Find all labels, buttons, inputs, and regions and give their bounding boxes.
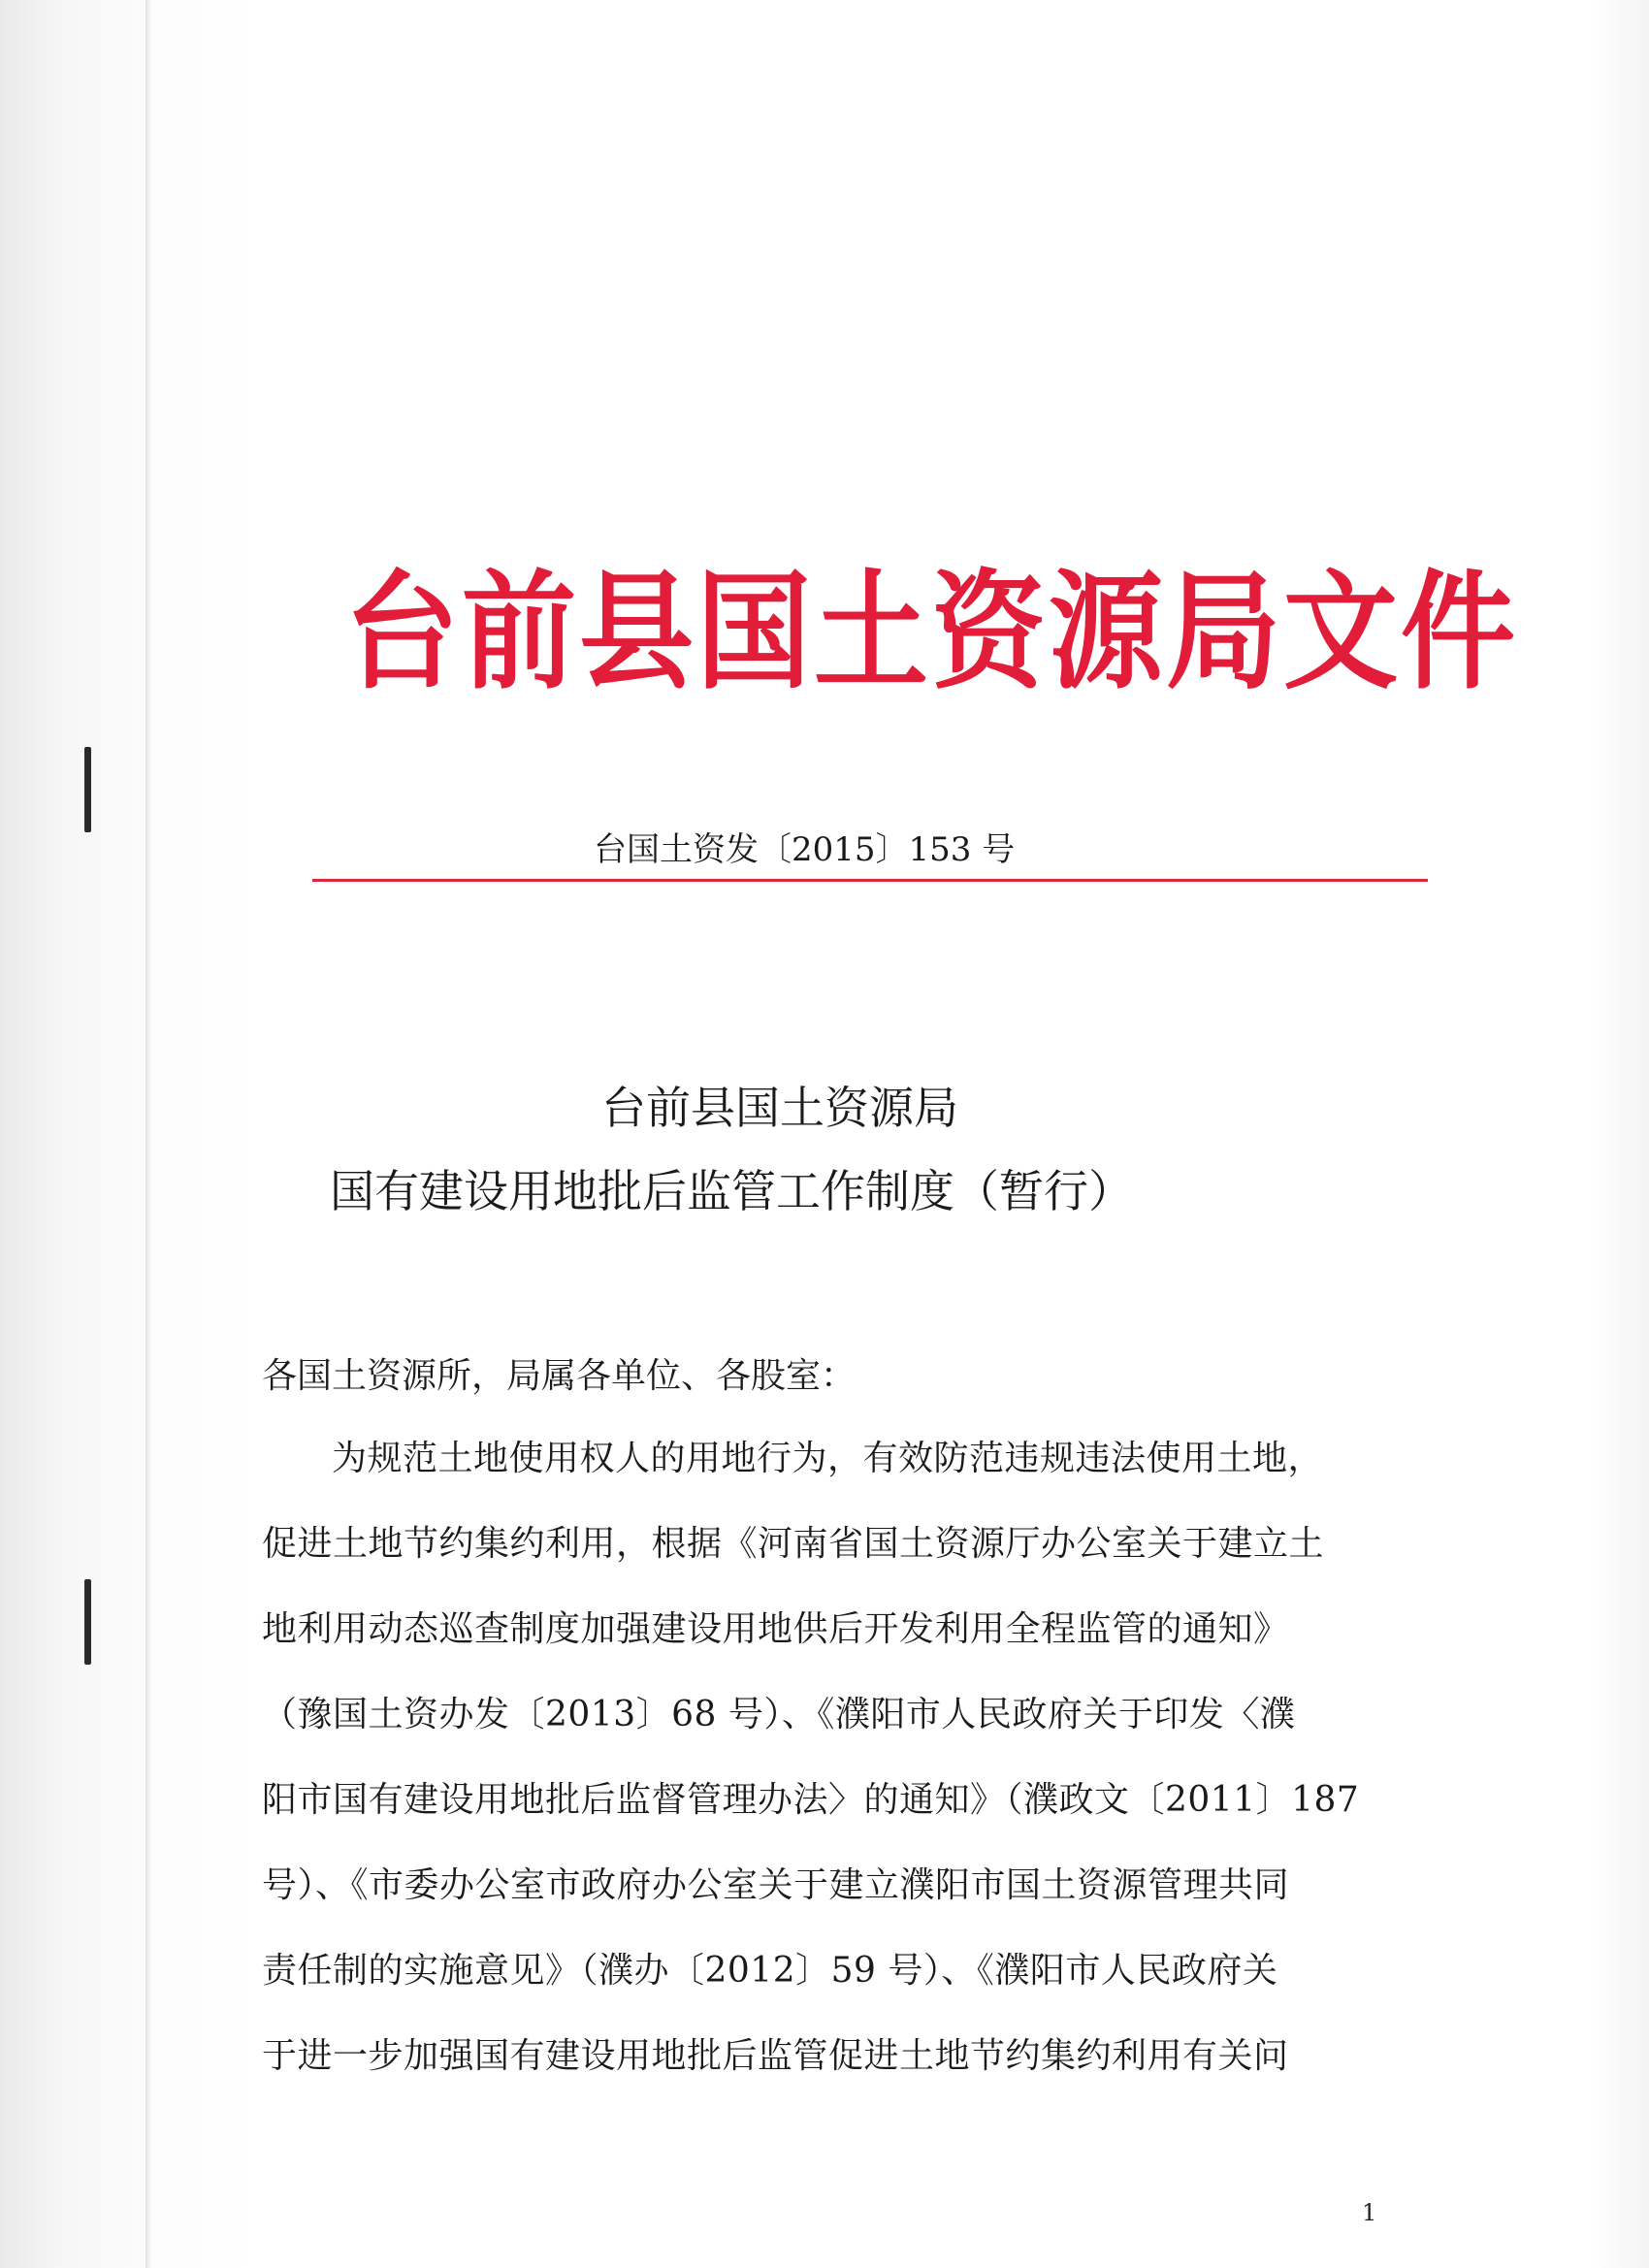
page-number: 1 [1362, 2199, 1377, 2226]
body-line: 于进一步加强国有建设用地批后监管促进土地节约集约利用有关问 [262, 2036, 1289, 2076]
binding-mark-top [84, 747, 91, 832]
salutation: 各国土资源所，局属各单位、各股室： [262, 1356, 857, 1396]
document-number: 台国土资发〔2015〕153 号 [594, 830, 1016, 869]
body-line: 促进土地节约集约利用，根据《河南省国土资源厅办公室关于建立土 [262, 1524, 1325, 1564]
body-line: 责任制的实施意见》（濮办〔2012〕59 号）、《濮阳市人民政府关 [262, 1951, 1278, 1991]
body-line: 号）、《市委办公室市政府办公室关于建立濮阳市国土资源管理共同 [262, 1865, 1290, 1905]
body-line: 阳市国有建设用地批后监督管理办法〉的通知》（濮政文〔2011〕187 [262, 1780, 1360, 1820]
document-title-line1: 台前县国土资源局 [601, 1082, 958, 1134]
body-line: （豫国土资办发〔2013〕68 号）、《濮阳市人民政府关于印发〈濮 [262, 1695, 1296, 1734]
body-line: 为规范土地使用权人的用地行为，有效防范违规违法使用土地， [332, 1439, 1324, 1478]
body-line: 地利用动态巡查制度加强建设用地供后开发利用全程监管的通知》 [262, 1609, 1289, 1649]
document-title-line2: 国有建设用地批后监管工作制度（暂行） [330, 1165, 1133, 1217]
masthead-title: 台前县国土资源局文件 [344, 557, 1519, 707]
red-divider-line [312, 879, 1428, 882]
page-fold-shadow [146, 0, 151, 2268]
binding-mark-bottom [84, 1579, 91, 1665]
